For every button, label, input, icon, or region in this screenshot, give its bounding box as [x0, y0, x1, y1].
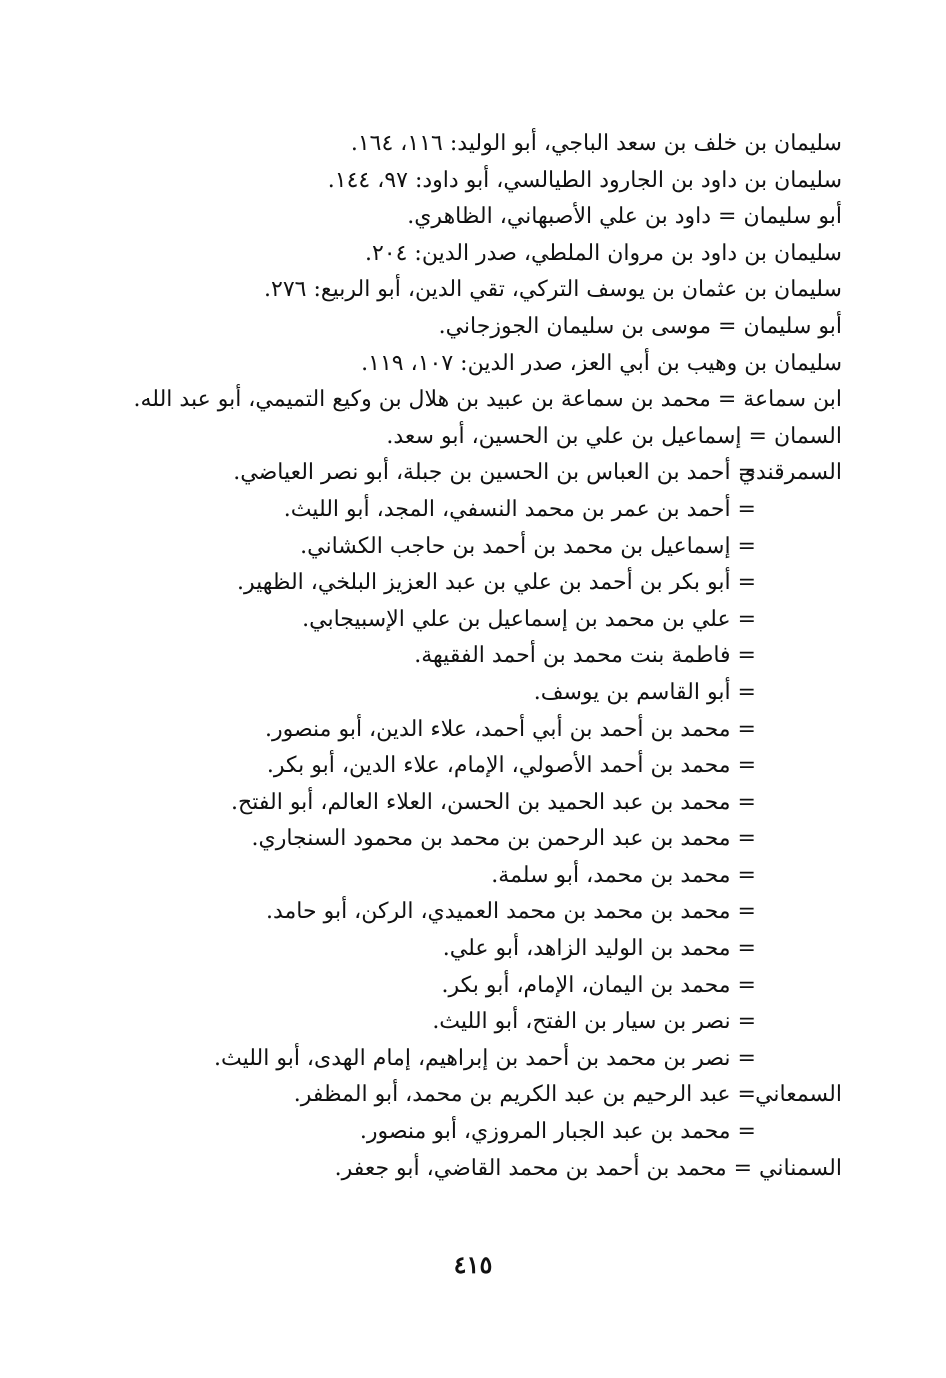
entry-text: السمان = إسماعيل بن علي بن الحسين، أبو سعد. [386, 423, 842, 449]
index-entry [122, 382, 842, 419]
index-entry [122, 455, 842, 492]
index-entry [122, 1114, 842, 1151]
entry-text: = أبو القاسم بن يوسف. [533, 679, 756, 705]
index-entry [122, 748, 842, 785]
index-entry [122, 858, 842, 895]
index-entry [122, 894, 842, 931]
index-entry [122, 565, 842, 602]
index-entry [122, 931, 842, 968]
entry-text: أبو سليمان = موسى بن سليمان الجوزجاني. [438, 313, 842, 339]
index-entry [122, 968, 842, 1005]
entry-text: = فاطمة بنت محمد بن أحمد الفقيهة. [414, 643, 756, 669]
entry-text: = محمد بن محمد، أبو سلمة. [491, 862, 756, 888]
entry-text: = نصر بن سيار بن الفتح، أبو الليث. [432, 1009, 756, 1035]
entry-text: = محمد بن محمد بن محمد العميدي، الركن، أبو حامد. [265, 899, 756, 925]
entry-text: = أبو بكر بن أحمد بن علي بن عبد العزيز البلخي، الظهير. [237, 570, 756, 596]
entry-heading: السمعاني [755, 1082, 842, 1108]
index-entry [122, 1004, 842, 1041]
index-entry [122, 638, 842, 675]
entry-text: = محمد بن اليمان، الإمام، أبو بكر. [441, 972, 756, 998]
index-entry [122, 821, 842, 858]
index-entry [122, 1041, 842, 1078]
entry-text: السمناني = محمد بن أحمد بن محمد القاضي، أبو جعفر. [334, 1155, 842, 1181]
entry-text: سليمان بن عثمان بن يوسف التركي، تقي الدين، أبو الربيع: ٢٧٦. [264, 277, 842, 303]
entry-text: سليمان بن داود بن الجارود الطيالسي، أبو داود: ٩٧، ١٤٤. [327, 167, 842, 193]
index-entry [122, 602, 842, 639]
entry-text: = محمد بن الوليد الزاهد، أبو علي. [442, 936, 756, 962]
index-entry [122, 492, 842, 529]
entry-heading: السمرقندي [738, 460, 842, 486]
index-entry [122, 1077, 842, 1114]
index-entry [122, 785, 842, 822]
entry-text: = علي بن محمد بن إسماعيل بن علي الإسبيجابي. [302, 606, 756, 632]
entry-text: = أحمد بن العباس بن الحسين بن جبلة، أبو نصر العياضي. [233, 460, 756, 486]
index-entry [122, 529, 842, 566]
index-entry [122, 1151, 842, 1188]
entry-text: = محمد بن عبد الرحمن بن محمد بن محمود السنجاري. [251, 826, 756, 852]
index-entry [122, 346, 842, 383]
entry-text: سليمان بن وهيب بن أبي العز، صدر الدين: ١٠٧، ١١٩. [361, 350, 842, 376]
index-entry [122, 309, 842, 346]
entry-text: = محمد بن أحمد بن أبي أحمد، علاء الدين، أبو منصور. [264, 716, 756, 742]
index-entry [122, 199, 842, 236]
entry-text: = محمد بن عبد الجبار المروزي، أبو منصور. [359, 1119, 756, 1145]
entry-text: = إسماعيل بن محمد بن أحمد بن حاجب الكشاني. [300, 533, 756, 559]
entry-text: = عبد الرحيم بن عبد الكريم بن محمد، أبو المظفر. [293, 1082, 756, 1108]
index-entry [122, 236, 842, 273]
entry-text: = نصر بن محمد بن أحمد بن إبراهيم، إمام الهدى، أبو الليث. [214, 1045, 756, 1071]
index-entry [122, 126, 842, 163]
entry-text: ابن سماعة = محمد بن سماعة بن عبيد بن هلال بن وكيع التميمي، أبو عبد الله. [133, 387, 842, 413]
page-number: ٤١٥ [453, 1250, 493, 1279]
entry-text: أبو سليمان = داود بن علي الأصبهاني، الظاهري. [407, 204, 842, 230]
index-entry [122, 712, 842, 749]
index-entries [122, 126, 842, 1187]
entry-text: = محمد بن عبد الحميد بن الحسن، العلاء العالم، أبو الفتح. [231, 789, 756, 815]
entry-text: = أحمد بن عمر بن محمد النسفي، المجد، أبو الليث. [283, 496, 756, 522]
entry-text: سليمان بن خلف بن سعد الباجي، أبو الوليد: ١١٦، ١٦٤. [350, 131, 842, 156]
entry-text: = محمد بن أحمد الأصولي، الإمام، علاء الدين، أبو بكر. [266, 753, 756, 779]
index-entry [122, 675, 842, 712]
index-entry [122, 163, 842, 200]
index-entry [122, 272, 842, 309]
index-entry [122, 419, 842, 456]
entry-text: سليمان بن داود بن مروان الملطي، صدر الدين: ٢٠٤. [364, 240, 842, 266]
